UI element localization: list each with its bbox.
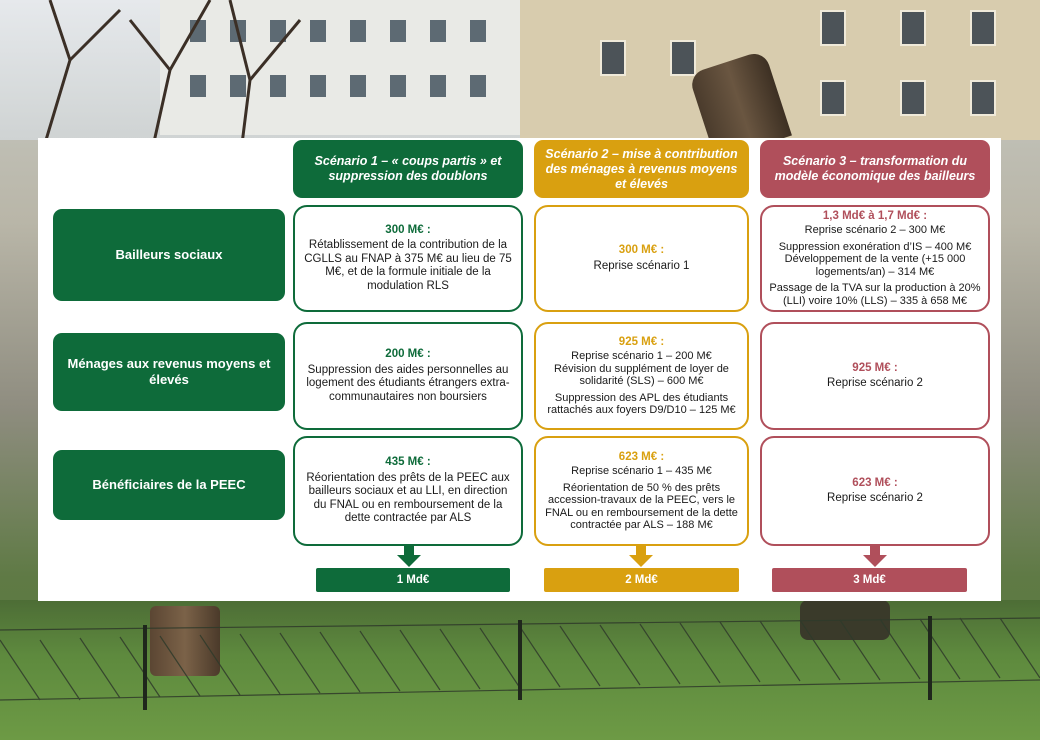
cell-text: Suppression des APL des étudiants rattachés aux foyers D9/D10 – 125 M€ <box>547 391 736 416</box>
cell-bailleurs-s2 <box>534 205 749 312</box>
cell-text: Suppression exonération d’IS – 400 M€ <box>778 240 972 253</box>
cell-text: Reprise scénario 2 <box>827 492 923 504</box>
fence <box>0 610 1040 710</box>
header-scenario-3: Scénario 3 – transformation du modèle économique des bailleurs <box>760 140 990 198</box>
amount: 925 M€ : <box>852 361 898 374</box>
total-scenario-3: 3 Md€ <box>772 568 967 592</box>
cell-text: Réorientation des prêts de la PEEC aux bailleurs sociaux et au LLI, en direction du FNAL ou en remboursement de la dette contractée par ALS <box>306 471 510 525</box>
cell-peec-s2 <box>534 436 749 546</box>
arrow-down-icon <box>397 545 421 567</box>
scenario-diagram <box>38 138 1001 601</box>
amount: 300 M€ : <box>385 223 431 236</box>
row-label-menages: Ménages aux revenus moyens et élevés <box>53 333 285 411</box>
cell-text: Reprise scénario 2 – 300 M€ <box>804 224 946 237</box>
header-scenario-2: Scénario 2 – mise à contribution des ménages à revenus moyens et élevés <box>534 140 749 198</box>
amount: 623 M€ : <box>852 476 898 489</box>
cell-peec-s3 <box>760 436 990 546</box>
cell-text: Reprise scénario 2 <box>827 377 923 389</box>
amount: 200 M€ : <box>385 348 431 360</box>
arrow-down-icon <box>863 545 887 567</box>
cell-bailleurs-s1 <box>293 205 523 312</box>
row-label-bailleurs: Bailleurs sociaux <box>53 209 285 301</box>
amount: 435 M€ : <box>385 456 431 469</box>
cell-text: Réorientation de 50 % des prêts accession-travaux de la PEEC, vers le FNAL ou en remboursement de la dette contractée par ALS – 188 M€ <box>545 481 738 531</box>
cell-peec-s1 <box>293 436 523 546</box>
amount: 623 M€ : <box>618 450 665 463</box>
cell-text: Rétablissement de la contribution de la CGLLS au FNAP à 375 M€ au lieu de 75 M€, et de la formule initiale de la modulation RLS <box>304 239 512 292</box>
cell-text: Reprise scénario 1 <box>593 259 690 272</box>
amount: 925 M€ : <box>618 335 665 348</box>
amount: 300 M€ : <box>618 244 665 256</box>
bare-branches <box>0 0 320 160</box>
cell-menages-s3 <box>760 322 990 430</box>
arrow-down-icon <box>629 545 653 567</box>
cell-menages-s1 <box>293 322 523 430</box>
cell-text: Reprise scénario 1 – 435 M€ <box>571 465 712 477</box>
total-scenario-2: 2 Md€ <box>544 568 739 592</box>
cell-text: Révision du supplément de loyer de solidarité (SLS) – 600 M€ <box>554 362 729 387</box>
header-scenario-1: Scénario 1 – « coups partis » et suppression des doublons <box>293 140 523 198</box>
cell-text: Développement de la vente (+15 000 logements/an) – 314 M€ <box>784 253 966 278</box>
cell-menages-s2 <box>534 322 749 430</box>
amount: 1,3 Md€ à 1,7 Md€ : <box>822 209 928 222</box>
cell-text: Reprise scénario 1 – 200 M€ <box>571 350 712 362</box>
row-label-peec: Bénéficiaires de la PEEC <box>53 450 285 520</box>
cell-text: Suppression des aides personnelles au logement des étudiants étrangers extra-communautaires non boursiers <box>306 363 510 403</box>
cell-bailleurs-s3 <box>760 205 990 312</box>
total-scenario-1: 1 Md€ <box>316 568 510 592</box>
cell-text: Passage de la TVA sur la production à 20% (LLI) voire 10% (LLS) – 335 à 658 M€ <box>769 282 981 307</box>
